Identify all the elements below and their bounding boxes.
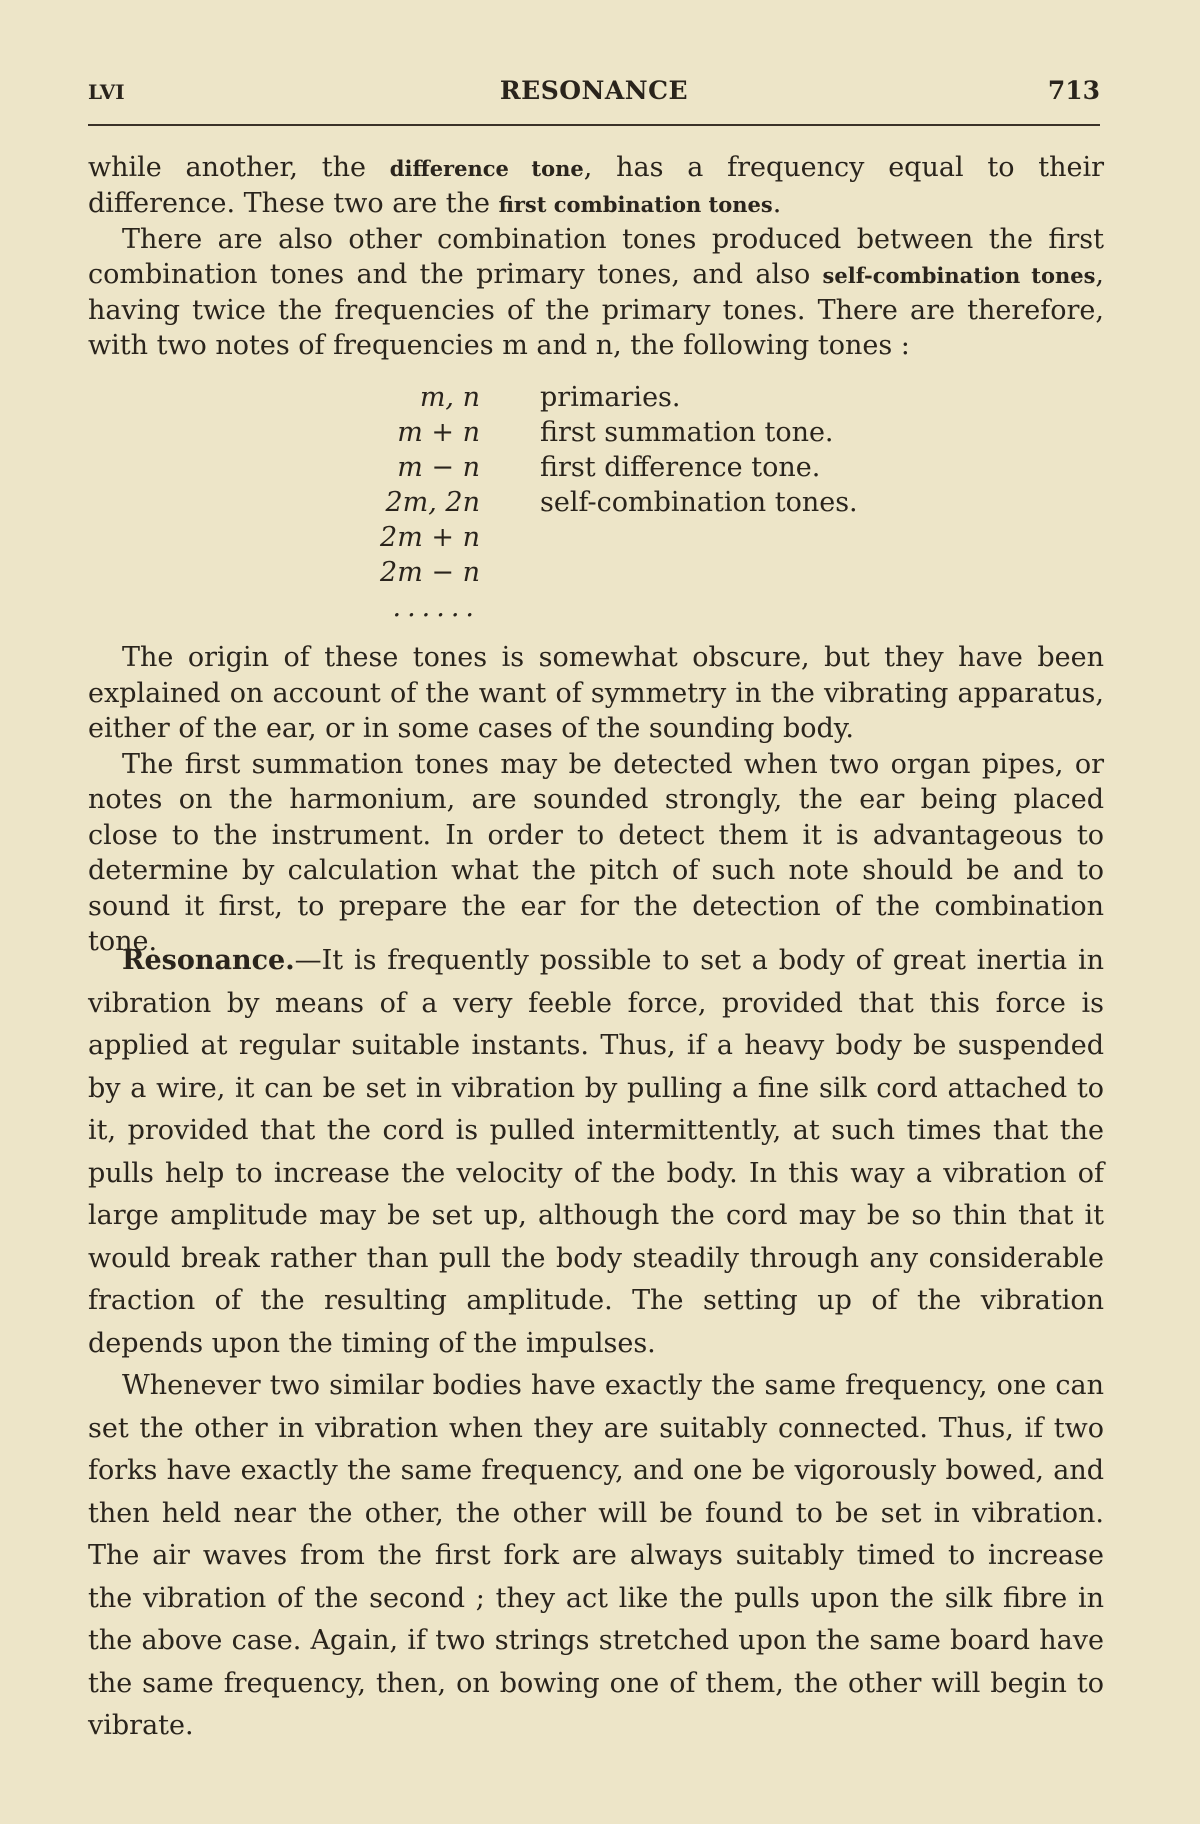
tone-ellipsis: ......	[392, 592, 480, 623]
section-heading-resonance: Resonance.	[122, 945, 295, 976]
paragraph-3: The origin of these tones is somewhat obscure, but they have been explained on account of the want of symmetry in the vibrating apparatus, either of the ear, or in some cases of the sounding body.	[88, 642, 1104, 744]
tone-description: first difference tone.	[540, 452, 821, 483]
p2-term-self-combination: self-combination tones	[822, 263, 1096, 288]
tone-row	[300, 450, 1000, 485]
tone-row	[300, 485, 1000, 520]
tone-row	[300, 380, 1000, 415]
p2-text-a: There are also other combination tones produced between the first combination tones and the primary tones, and also	[88, 224, 1104, 290]
tone-expression: m, n	[419, 382, 480, 413]
p1-text-e: .	[772, 188, 782, 219]
chapter-number: LVI	[88, 80, 125, 104]
paragraph-5	[88, 940, 1104, 1365]
paragraph-6: Whenever two similar bodies have exactly the same frequency, one can set the other in vibration when they are suitably connected. Thus, if two forks have exactly the same frequency, and one be vigorously bowed, and then held near the other, the other will be found to be set in vibration. The air waves from the first fork are always suitably timed to increase the vibration of the second ; they act like the pulls upon the silk fibre in the above case. Again, if two strings stretched upon the same board have the same frequency, then, on bowing one of them, the other will begin to vibrate.	[88, 1370, 1104, 1741]
tone-expression: m − n	[397, 452, 480, 483]
tone-description	[540, 520, 1000, 555]
tone-expression: m + n	[397, 417, 480, 448]
p1-text-c: , has a frequency equal to their difference. These two are the	[88, 152, 1105, 219]
p1-term-first-combination: first combination tones	[498, 192, 773, 217]
resonance-section	[88, 940, 1104, 1748]
paragraph-2	[88, 222, 1104, 363]
tone-row	[300, 415, 1000, 450]
paragraph-1	[88, 150, 1104, 222]
p2-text-c: , having twice the frequencies of the primary tones. There are therefore, with two notes of frequencies m and n, the following tones :	[88, 259, 1105, 361]
running-header	[88, 76, 1100, 110]
tone-expression: 2m − n	[380, 557, 480, 588]
tones-table	[300, 380, 1000, 625]
tone-row	[300, 520, 1000, 555]
running-title: RESONANCE	[499, 76, 689, 105]
header-rule	[88, 124, 1100, 126]
tone-description	[540, 590, 1000, 625]
tone-description	[540, 555, 1000, 590]
p5-text: —It is frequently possible to set a body of great inertia in vibration by means of a very feeble force, provided that this force is applied at regular suitable instants. Thus, if a heavy body be suspended by a wire, it can be set in vibration by pulling a fine silk cord attached to it, provided that the cord is pulled intermittently, at such times that the pulls help to increase the velocity of the body. In this way a vibration of large amplitude may be set up, although the cord may be so thin that it would break rather than pull the body steadily through any considerable fraction of the resulting amplitude. The setting up of the vibration depends upon the timing of the impulses.	[88, 945, 1104, 1359]
tone-description: self-combination tones.	[540, 487, 858, 518]
tone-description: first summation tone.	[540, 417, 834, 448]
intro-text	[88, 150, 1104, 363]
origin-text	[88, 640, 1104, 960]
tone-row	[300, 590, 1000, 625]
tone-expression: 2m + n	[380, 522, 480, 553]
tone-expression: 2m, 2n	[385, 487, 480, 518]
tone-row	[300, 555, 1000, 590]
page-number: 713	[1047, 76, 1100, 105]
p1-term-difference-tone: difference tone	[389, 156, 584, 181]
paragraph-4: The first summation tones may be detected when two organ pipes, or notes on the harmonium, are sounded strongly, the ear being placed close to the instrument. In order to detect them it is advantageous to determine by calculation what the pitch of such note should be and to sound it first, to prepare the ear for the detection of the combination tone.	[88, 748, 1104, 957]
tone-description: primaries.	[540, 382, 681, 413]
p1-text-a: while another, the	[88, 152, 390, 183]
